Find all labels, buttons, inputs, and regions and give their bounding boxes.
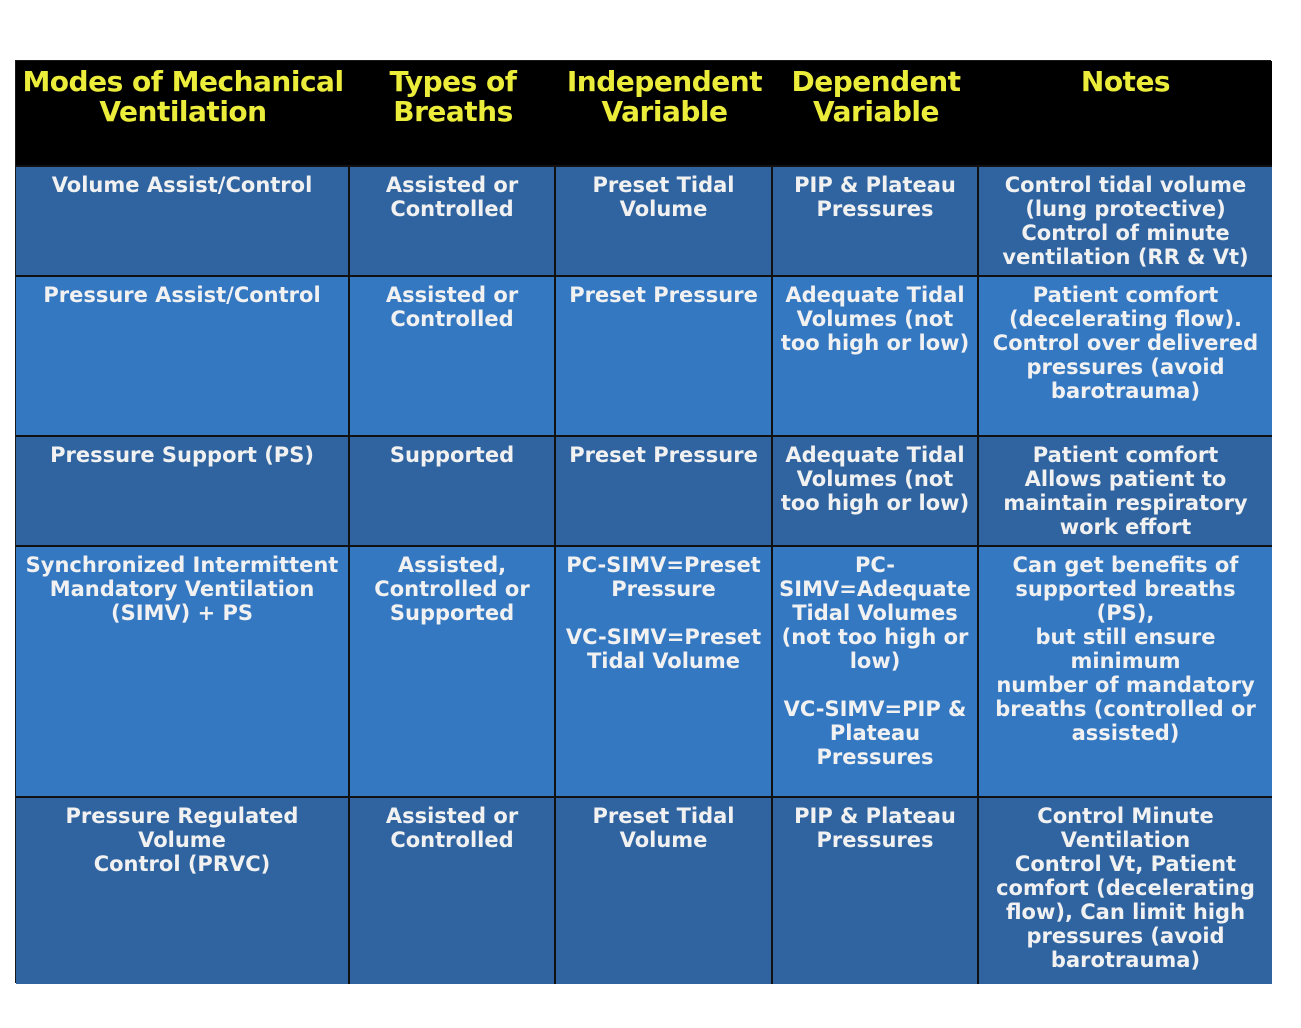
header-text-line: Dependent (791, 65, 961, 98)
cell-text-line: Controlled or (374, 577, 530, 601)
breaths-cell (350, 277, 556, 437)
notes-cell (979, 277, 1272, 437)
cell-text-line: (lung protective) (1025, 197, 1226, 221)
cell-text-line: Patient comfort (1032, 283, 1219, 307)
dependent-variable-cell (773, 167, 979, 277)
cell-text-line: SIMV=Adequate (779, 577, 971, 601)
cell-text-line: Supported (389, 443, 515, 467)
cell-text-line: Preset Pressure (569, 283, 758, 307)
cell-text-line: (not too high or (781, 625, 969, 649)
breaths-cell (350, 167, 556, 277)
cell-text-line: Control (PRVC) (93, 852, 271, 876)
header-text-line: Breaths (393, 95, 513, 128)
cell-text-line: Adequate Tidal (785, 283, 965, 307)
cell-text-line: Pressures (816, 197, 934, 221)
cell-text-line (779, 673, 971, 697)
cell-text-line: number of mandatory (996, 673, 1255, 697)
header-types-of-breaths (350, 61, 556, 167)
notes-cell (979, 437, 1272, 547)
header-dependent-variable (773, 61, 979, 167)
cell-text-line: PC-SIMV=Preset (566, 553, 761, 577)
cell-text-line: Volumes (not (796, 307, 954, 331)
cell-text-line: PIP & Plateau (794, 173, 956, 197)
header-text-line: Ventilation (99, 95, 267, 128)
header-independent-variable (556, 61, 773, 167)
cell-text-line: Tidal Volume (586, 649, 741, 673)
cell-text-line: comfort (decelerating (996, 876, 1255, 900)
cell-text-line: VC-SIMV=Preset (565, 625, 762, 649)
dependent-variable-cell (773, 798, 979, 984)
cell-text-line: Pressures (816, 828, 934, 852)
cell-text-line: Patient comfort (1032, 443, 1219, 467)
notes-cell (979, 547, 1272, 798)
cell-text-line: Control Minute (1037, 804, 1214, 828)
independent-variable-cell (556, 437, 773, 547)
cell-text-line: barotrauma) (1050, 379, 1201, 403)
cell-text-line: Pressure Assist/Control (43, 283, 321, 307)
cell-text-line: Controlled (390, 828, 514, 852)
mode-cell (16, 277, 350, 437)
independent-variable-cell (556, 547, 773, 798)
breaths-cell (350, 798, 556, 984)
header-notes (979, 61, 1272, 167)
cell-text-line: Controlled (390, 307, 514, 331)
independent-variable-cell (556, 798, 773, 984)
cell-text-line: Assisted or (385, 173, 519, 197)
cell-text-line: Controlled (390, 197, 514, 221)
header-text-line: Independent (566, 65, 763, 98)
header-text-line: Variable (813, 95, 939, 128)
cell-text-line: Control Vt, Patient (1014, 852, 1237, 876)
notes-cell (979, 798, 1272, 984)
cell-text-line: (SIMV) + PS (110, 601, 254, 625)
cell-text-line: too high or low) (780, 331, 970, 355)
cell-text-line: Supported (389, 601, 515, 625)
ventilation-modes-table (15, 60, 1271, 983)
cell-text-line: barotrauma) (1050, 948, 1201, 972)
cell-text-line (562, 601, 765, 625)
cell-text-line: Adequate Tidal (785, 443, 965, 467)
cell-text-line: pressures (avoid (1026, 924, 1225, 948)
header-text-line: Variable (601, 95, 728, 128)
cell-text-line: Assisted or (385, 804, 519, 828)
mode-cell (16, 167, 350, 277)
cell-text-line: assisted) (1071, 721, 1180, 745)
cell-text-line: VC-SIMV=PIP & (783, 697, 967, 721)
breaths-cell (350, 547, 556, 798)
cell-text-line: PIP & Plateau (794, 804, 956, 828)
cell-text-line: Pressures (816, 745, 934, 769)
cell-text-line: but still ensure minimum (1035, 625, 1216, 673)
header-text-line: Types of (389, 65, 517, 98)
cell-text-line: Pressure Support (PS) (50, 443, 314, 467)
cell-text-line: Control of minute (1021, 221, 1230, 245)
header-text-line: Notes (1080, 65, 1171, 98)
cell-text-line: Volumes (not (796, 467, 954, 491)
dependent-variable-cell (773, 277, 979, 437)
cell-text-line: Mandatory Ventilation (49, 577, 315, 601)
cell-text-line: low) (849, 649, 901, 673)
cell-text-line: Synchronized Intermittent (25, 553, 339, 577)
mode-cell (16, 547, 350, 798)
cell-text-line: Preset Tidal (592, 804, 735, 828)
cell-text-line: Control over delivered (992, 331, 1259, 355)
cell-text-line: ventilation (RR & Vt) (1002, 245, 1249, 269)
breaths-cell (350, 437, 556, 547)
mode-cell (16, 437, 350, 547)
notes-cell (979, 167, 1272, 277)
cell-text-line: Can get benefits of (1012, 553, 1239, 577)
cell-text-line: too high or low) (780, 491, 970, 515)
cell-text-line: supported breaths (PS), (1015, 577, 1236, 625)
cell-text-line: Volume (619, 828, 708, 852)
cell-text-line: Preset Tidal (592, 173, 735, 197)
cell-text-line: Volume (619, 197, 708, 221)
cell-text-line: maintain respiratory (1003, 491, 1248, 515)
cell-text-line: flow), Can limit high (1005, 900, 1246, 924)
mode-cell (16, 798, 350, 984)
cell-text-line: Control tidal volume (1004, 173, 1247, 197)
cell-text-line: (decelerating flow). (1008, 307, 1243, 331)
cell-text-line: Volume Assist/Control (51, 173, 313, 197)
cell-text-line: Pressure Regulated Volume (65, 804, 299, 852)
cell-text-line: Allows patient to (1024, 467, 1227, 491)
cell-text-line: Pressure (611, 577, 716, 601)
cell-text-line: breaths (controlled or (995, 697, 1256, 721)
independent-variable-cell (556, 277, 773, 437)
header-text-line: Modes of Mechanical (22, 65, 344, 98)
header-modes (16, 61, 350, 167)
cell-text-line: work effort (1059, 515, 1192, 539)
dependent-variable-cell (773, 547, 979, 798)
cell-text-line: pressures (avoid (1026, 355, 1225, 379)
cell-text-line: Plateau (829, 721, 921, 745)
cell-text-line: Tidal Volumes (792, 601, 958, 625)
cell-text-line: Assisted, (397, 553, 507, 577)
independent-variable-cell (556, 167, 773, 277)
dependent-variable-cell (773, 437, 979, 547)
cell-text-line: PC- (854, 553, 895, 577)
cell-text-line: Preset Pressure (569, 443, 758, 467)
cell-text-line: Assisted or (385, 283, 519, 307)
cell-text-line: Ventilation (1060, 828, 1191, 852)
